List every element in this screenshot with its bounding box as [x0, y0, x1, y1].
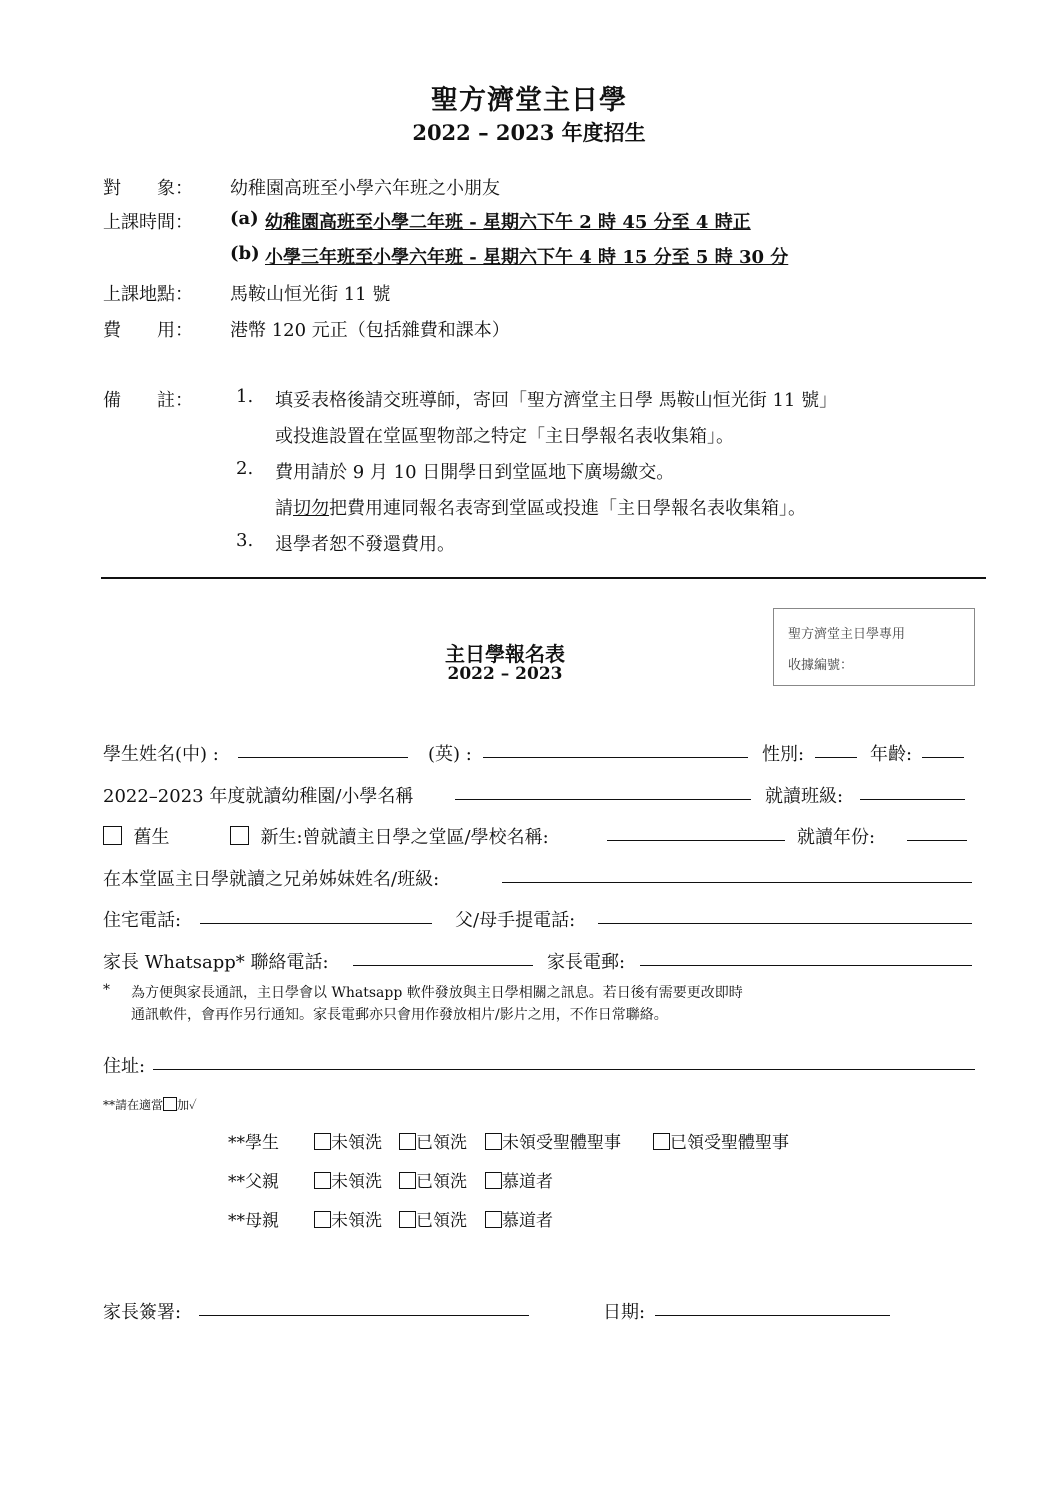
student-unbaptized-checkbox[interactable]	[314, 1133, 331, 1150]
gender-field[interactable]	[815, 757, 857, 758]
school-label: 2022–2023 年度就讀幼稚園/小學名稱	[103, 786, 414, 807]
mother-unbaptized-checkbox[interactable]	[314, 1211, 331, 1228]
home-phone-field[interactable]	[200, 923, 432, 924]
father-status-label: **父親	[228, 1172, 279, 1192]
mother-baptized-option[interactable]	[399, 1206, 467, 1231]
remark-2-line-1: 費用請於 9 月 10 日開學日到堂區地下廣場繳交。	[275, 462, 675, 483]
name-en-label: (英) :	[428, 744, 472, 765]
remark-2-post: 把費用連同報名表寄到堂區或投進「主日學報名表收集箱」。	[329, 498, 806, 519]
home-phone-label: 住宅電話:	[103, 910, 182, 931]
mother-baptized-label: 已領洗	[416, 1211, 467, 1231]
whatsapp-label: 家長 Whatsapp* 聯絡電話:	[103, 952, 329, 973]
class-field[interactable]	[860, 799, 965, 800]
tick-instruction-pre: **請在適當	[103, 1098, 164, 1112]
remark-3-line: 退學者恕不發還費用。	[275, 534, 455, 555]
time-a-tag: (a)	[230, 208, 259, 229]
student-no-communion-checkbox[interactable]	[485, 1133, 502, 1150]
mother-status-label: **母親	[228, 1211, 279, 1231]
school-field[interactable]	[455, 799, 751, 800]
address-label: 住址:	[103, 1056, 146, 1077]
tick-instruction	[103, 1096, 197, 1113]
note-line-2: 通訊軟件，會再作另行通知。家長電郵亦只會用作發放相片/影片之用，不作日常聯絡。	[131, 1007, 668, 1023]
remark-1-number: 1.	[236, 386, 254, 407]
mother-catechumen-label: 慕道者	[502, 1211, 553, 1231]
remarks-label: 備 註：	[103, 390, 193, 411]
receipt-number-label: 收據編號：	[788, 658, 854, 673]
student-status-label: **學生	[228, 1133, 279, 1153]
signature-label: 家長簽署:	[103, 1302, 182, 1323]
date-field[interactable]	[655, 1315, 890, 1316]
mother-catechumen-option[interactable]	[485, 1206, 553, 1231]
new-student-checkbox[interactable]	[230, 826, 249, 845]
father-unbaptized-label: 未領洗	[331, 1172, 382, 1192]
note-line-1: 為方便與家長通訊，主日學會以 Whatsapp 軟件發放與主日學相關之訊息。若日後有需要更改即時	[131, 985, 743, 1001]
father-unbaptized-option[interactable]	[314, 1167, 382, 1192]
siblings-label: 在本堂區主日學就讀之兄弟姊妹姓名/班級:	[103, 869, 440, 890]
name-en-field[interactable]	[483, 757, 748, 758]
father-catechumen-checkbox[interactable]	[485, 1172, 502, 1189]
remark-2-line-2	[275, 494, 806, 520]
fee-label: 費 用：	[103, 320, 193, 341]
time-b-value: 小學三年班至小學六年班 - 星期六下午 4 時 15 分至 5 時 30 分	[265, 247, 789, 268]
mother-baptized-checkbox[interactable]	[399, 1211, 416, 1228]
new-student-label: 新生:曾就讀主日學之堂區/學校名稱:	[260, 827, 549, 848]
email-label: 家長電郵:	[547, 952, 626, 973]
years-field[interactable]	[907, 840, 967, 841]
parent-mobile-label: 父/母手提電話:	[455, 910, 576, 931]
student-communion-label: 已領受聖體聖事	[670, 1133, 789, 1153]
years-label: 就讀年份:	[797, 827, 876, 848]
note-asterisk: *	[103, 982, 110, 998]
signature-field[interactable]	[199, 1315, 529, 1316]
form-title: 主日學報名表	[445, 642, 565, 666]
gender-label: 性別:	[762, 744, 805, 765]
student-baptized-option[interactable]	[399, 1128, 467, 1153]
office-use-label: 聖方濟堂主日學專用	[788, 627, 906, 642]
email-field[interactable]	[640, 965, 972, 966]
father-baptized-option[interactable]	[399, 1167, 467, 1192]
remark-1-line-1: 填妥表格後請交班導師，寄回「聖方濟堂主日學 馬鞍山恒光街 11 號」	[275, 390, 838, 411]
student-unbaptized-option[interactable]	[314, 1128, 382, 1153]
whatsapp-field[interactable]	[353, 965, 533, 966]
fee-value: 港幣 120 元正（包括雜費和課本）	[230, 320, 510, 341]
mother-unbaptized-label: 未領洗	[331, 1211, 382, 1231]
remark-1-line-2: 或投進設置在堂區聖物部之特定「主日學報名表收集箱」。	[275, 426, 734, 447]
student-communion-checkbox[interactable]	[653, 1133, 670, 1150]
student-no-communion-label: 未領受聖體聖事	[502, 1133, 621, 1153]
student-no-communion-option[interactable]	[485, 1128, 621, 1153]
class-label: 就讀班級:	[765, 786, 844, 807]
section-divider	[101, 577, 986, 579]
page-title: 聖方濟堂主日學	[431, 85, 627, 116]
old-student-label: 舊生	[133, 827, 170, 848]
time-b-tag: (b)	[230, 243, 260, 264]
mother-unbaptized-option[interactable]	[314, 1206, 382, 1231]
new-student-option[interactable]	[230, 823, 549, 849]
venue-value: 馬鞍山恒光街 11 號	[230, 284, 391, 305]
old-student-option[interactable]	[103, 823, 169, 849]
student-baptized-checkbox[interactable]	[399, 1133, 416, 1150]
old-student-checkbox[interactable]	[103, 826, 122, 845]
student-unbaptized-label: 未領洗	[331, 1133, 382, 1153]
remark-2-number: 2.	[236, 458, 254, 479]
address-field[interactable]	[153, 1069, 975, 1070]
mother-catechumen-checkbox[interactable]	[485, 1211, 502, 1228]
parent-mobile-field[interactable]	[598, 923, 972, 924]
father-unbaptized-checkbox[interactable]	[314, 1172, 331, 1189]
father-catechumen-option[interactable]	[485, 1167, 553, 1192]
target-label: 對 象：	[103, 178, 193, 199]
time-label: 上課時間：	[103, 212, 193, 233]
target-value: 幼稚園高班至小學六年班之小朋友	[230, 178, 500, 199]
date-label: 日期:	[603, 1302, 646, 1323]
tick-sample-box	[163, 1097, 177, 1111]
venue-label: 上課地點：	[103, 284, 193, 305]
remark-3-number: 3.	[236, 530, 254, 551]
name-cn-label: 學生姓名(中) :	[103, 744, 219, 765]
page-subtitle: 2022 – 2023 年度招生	[412, 120, 646, 145]
siblings-field[interactable]	[502, 882, 972, 883]
father-baptized-label: 已領洗	[416, 1172, 467, 1192]
previous-parish-field[interactable]	[607, 840, 785, 841]
name-cn-field[interactable]	[238, 757, 408, 758]
remark-2-emphasis: 切勿	[293, 498, 329, 519]
age-field[interactable]	[922, 757, 964, 758]
tick-instruction-post: 加✓	[177, 1098, 197, 1112]
student-communion-option[interactable]	[653, 1128, 789, 1153]
age-label: 年齡:	[870, 744, 913, 765]
remark-2-pre: 請	[275, 498, 293, 519]
form-year: 2022 – 2023	[447, 664, 563, 684]
student-baptized-label: 已領洗	[416, 1133, 467, 1153]
time-a-value: 幼稚園高班至小學二年班 - 星期六下午 2 時 45 分至 4 時正	[265, 212, 751, 233]
father-baptized-checkbox[interactable]	[399, 1172, 416, 1189]
father-catechumen-label: 慕道者	[502, 1172, 553, 1192]
